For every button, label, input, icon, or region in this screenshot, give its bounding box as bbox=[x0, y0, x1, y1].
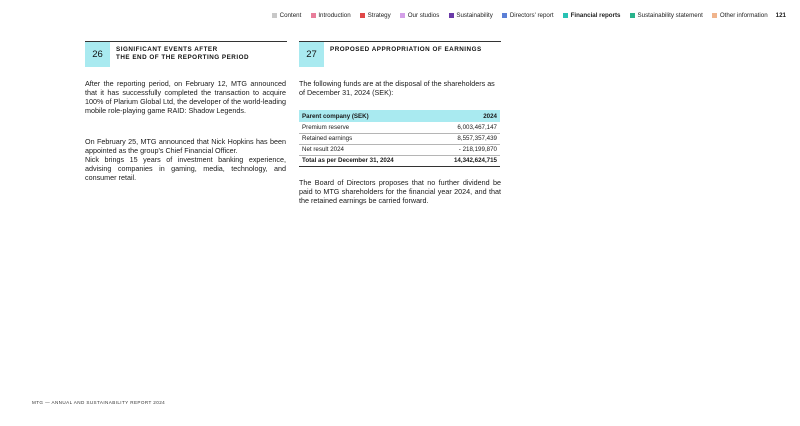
nav-item-strategy[interactable] bbox=[360, 12, 391, 19]
table-header-row bbox=[299, 110, 500, 122]
table-row bbox=[299, 144, 500, 155]
table-total-row bbox=[299, 155, 500, 166]
row-label: Net result 2024 bbox=[299, 144, 433, 155]
nav-item-label: Strategy bbox=[367, 11, 391, 19]
table-header-label: Parent company (SEK) bbox=[302, 112, 369, 120]
section-26-header bbox=[85, 41, 287, 66]
nav-color-square-icon bbox=[563, 13, 568, 18]
nav-color-square-icon bbox=[712, 13, 717, 18]
nav-color-square-icon bbox=[400, 13, 405, 18]
table-row bbox=[299, 122, 500, 133]
section-26-paragraph-2: On February 25, MTG announced that Nick Hopkins has been appointed as the group's Chief Financial Officer. bbox=[85, 137, 286, 156]
nav-item-sustainability-statement[interactable] bbox=[630, 12, 703, 19]
nav-item-other-information[interactable] bbox=[712, 12, 767, 19]
section-title bbox=[116, 46, 249, 61]
nav-item-label: Sustainability statement bbox=[637, 11, 703, 19]
row-value: - 218,199,870 bbox=[433, 144, 500, 155]
top-navigation bbox=[200, 10, 786, 20]
table-row bbox=[299, 133, 500, 144]
nav-item-label: Directors' report bbox=[509, 11, 554, 19]
nav-item-content[interactable] bbox=[272, 12, 301, 19]
page-number: 121 bbox=[775, 11, 786, 19]
section-number-badge: 26 bbox=[85, 42, 110, 67]
section-number-badge: 27 bbox=[299, 42, 324, 67]
total-label: Total as per December 31, 2024 bbox=[299, 155, 433, 166]
row-value: 8,557,357,439 bbox=[433, 133, 500, 144]
nav-item-sustainability[interactable] bbox=[449, 12, 493, 19]
nav-color-square-icon bbox=[360, 13, 365, 18]
row-label: Premium reserve bbox=[299, 122, 433, 133]
nav-item-financial-reports[interactable] bbox=[563, 12, 620, 19]
page-footer: MTG — ANNUAL AND SUSTAINABILITY REPORT 2024 bbox=[32, 400, 166, 405]
nav-color-square-icon bbox=[630, 13, 635, 18]
nav-item-label: Our studios bbox=[407, 11, 440, 19]
section-title-line-1: SIGNIFICANT EVENTS AFTER bbox=[116, 46, 218, 53]
section-27-header bbox=[299, 41, 501, 66]
nav-item-label: Content bbox=[279, 11, 302, 19]
row-label: Retained earnings bbox=[299, 133, 433, 144]
nav-color-square-icon bbox=[272, 13, 277, 18]
nav-color-square-icon bbox=[311, 13, 316, 18]
section-27-intro: The following funds are at the disposal of the shareholders as of December 31, 2024 (SEK): bbox=[299, 79, 495, 98]
nav-item-label: Introduction bbox=[318, 11, 351, 19]
nav-item-label: Financial reports bbox=[570, 11, 621, 19]
earnings-table bbox=[299, 110, 500, 167]
nav-item-our-studios[interactable] bbox=[400, 12, 439, 19]
total-value: 14,342,624,715 bbox=[433, 155, 500, 166]
section-26-paragraph-3: Nick brings 15 years of investment banking experience, advising companies in gaming, media, technology, and consumer retail. bbox=[85, 155, 286, 183]
row-value: 6,003,467,147 bbox=[433, 122, 500, 133]
section-27-closing: The Board of Directors proposes that no further dividend be paid to MTG shareholders for the financial year 2024, and that the retained earnings be carried forward. bbox=[299, 178, 501, 206]
nav-item-directors-report[interactable] bbox=[502, 12, 553, 19]
nav-item-label: Sustainability bbox=[456, 11, 493, 19]
table-header-year: 2024 bbox=[483, 112, 497, 120]
section-26-paragraph-1: After the reporting period, on February 12, MTG announced that it has successfully completed the transaction to acquire 100% of Plarium Global Ltd, the developer of the world-leading mobile role-playing game RAID: Shadow Legends. bbox=[85, 79, 286, 116]
section-title-line-2: THE END OF THE REPORTING PERIOD bbox=[116, 53, 250, 61]
nav-item-introduction[interactable] bbox=[311, 12, 351, 19]
nav-color-square-icon bbox=[449, 13, 454, 18]
section-title: PROPOSED APPROPRIATION OF EARNINGS bbox=[330, 46, 482, 53]
nav-color-square-icon bbox=[502, 13, 507, 18]
nav-item-label: Other information bbox=[719, 11, 768, 19]
